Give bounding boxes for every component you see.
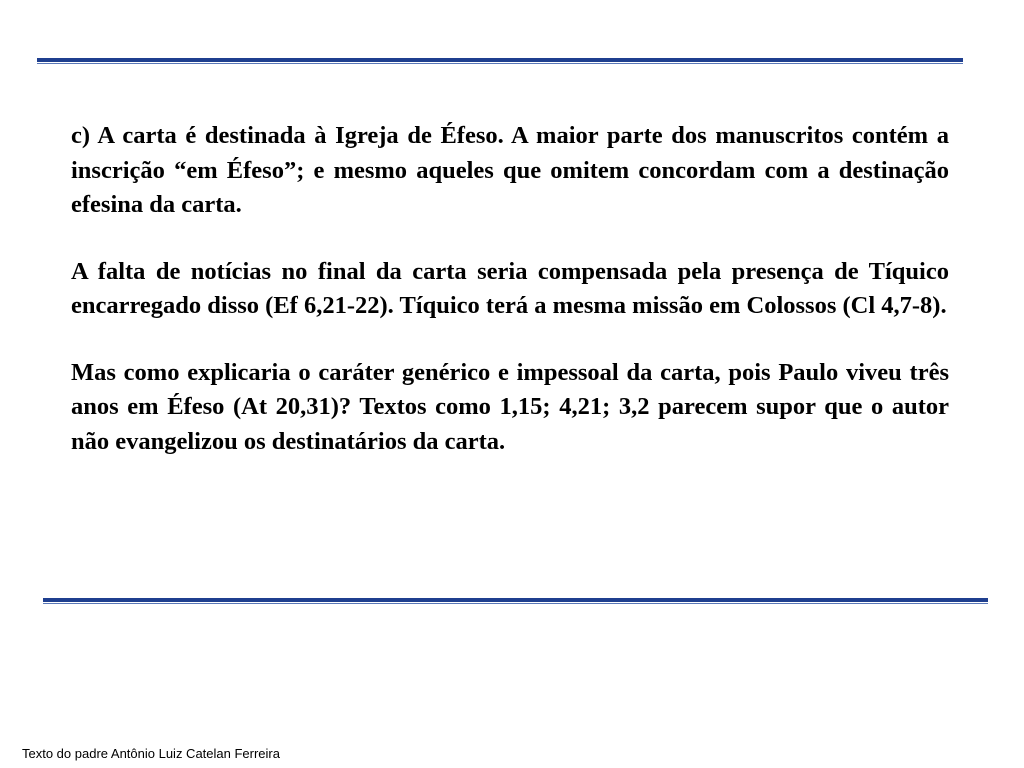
footer-credit: Texto do padre Antônio Luiz Catelan Ferreira xyxy=(22,746,280,761)
paragraph-1: c) A carta é destinada à Igreja de Éfeso. A maior parte dos manuscritos contém a inscrição “em Éfeso”; e mesmo aqueles que omitem concordam com a destinação efesina da carta. xyxy=(71,122,949,218)
bottom-divider xyxy=(43,598,988,605)
slide-body xyxy=(71,119,949,491)
top-divider xyxy=(37,58,963,65)
paragraph-2: A falta de notícias no final da carta seria compensada pela presença de Tíquico encarregado disso (Ef 6,21-22). Tíquico terá a mesma missão em Colossos (Cl 4,7-8). xyxy=(71,257,949,319)
paragraph-3: Mas como explicaria o caráter genérico e impessoal da carta, pois Paulo viveu três anos em Éfeso (At 20,31)? Textos como 1,15; 4,21; 3,2 parecem supor que o autor não evangelizou os destinatários da carta. xyxy=(71,358,949,455)
